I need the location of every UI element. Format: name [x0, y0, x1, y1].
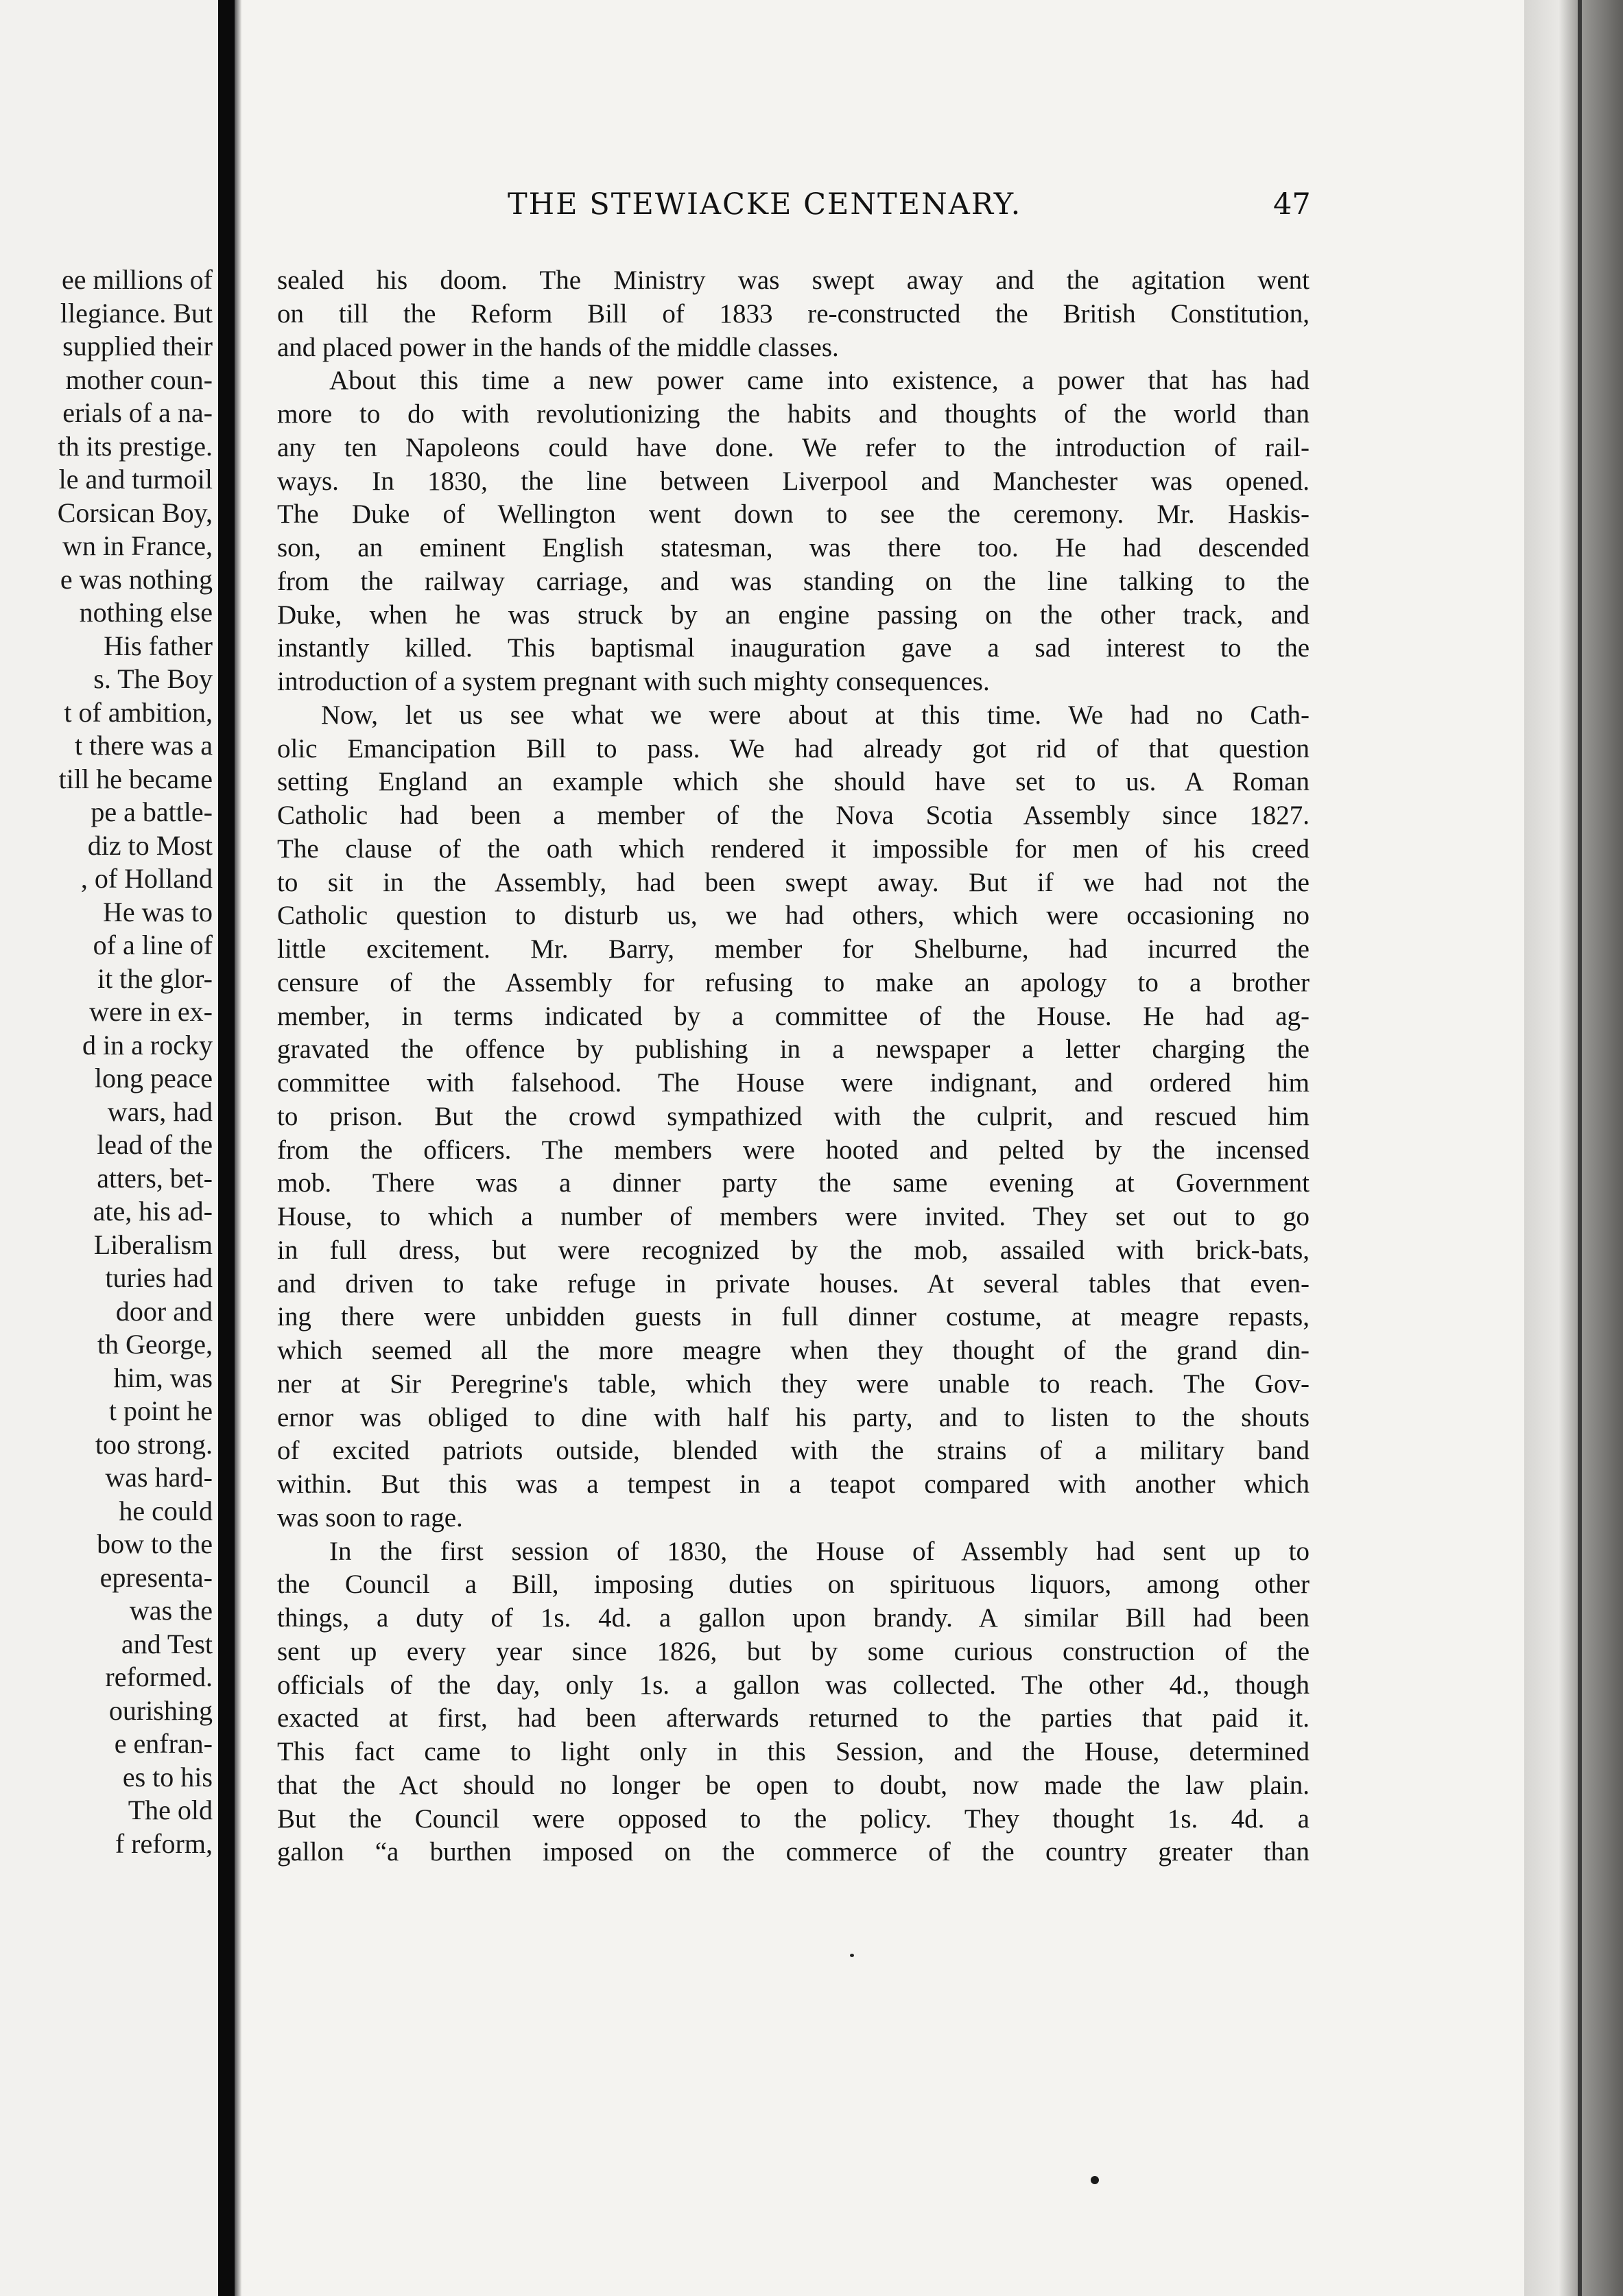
left-text-line: nothing else	[79, 597, 213, 628]
text-line: sealed his doom. The Ministry was swept away and the agitation went	[277, 265, 1310, 295]
left-text-line: th George,	[97, 1329, 213, 1360]
left-text-line: th its prestige.	[58, 430, 213, 462]
text-line: little excitement. Mr. Barry, member for Shelburne, had incurred the	[277, 934, 1310, 964]
left-text-line: wars, had	[107, 1096, 213, 1127]
text-line: which seemed all the more meagre when they thought of the grand din-	[277, 1336, 1310, 1365]
ink-speck	[850, 1954, 854, 1957]
text-line: son, an eminent English statesman, was there too. He had descended	[277, 533, 1310, 563]
text-line: Duke, when he was struck by an engine passing on the other track, and	[277, 600, 1310, 630]
text-line: introduction of a system pregnant with such mighty consequences.	[277, 667, 990, 696]
left-text-line: too strong.	[95, 1428, 213, 1460]
text-line: exacted at first, had been afterwards returned to the parties that paid it.	[277, 1703, 1310, 1733]
text-line: was soon to rage.	[277, 1502, 463, 1532]
text-line: ing there were unbidden guests in full dinner costume, at meagre repasts,	[277, 1302, 1310, 1332]
text-line: any ten Napoleons could have done. We refer to the introduction of rail-	[277, 432, 1310, 462]
left-page-text	[0, 263, 213, 1860]
text-line: setting England an example which she should have set to us. A Roman	[277, 767, 1310, 797]
left-text-line: d in a rocky	[82, 1029, 213, 1061]
left-text-line: ate, his ad-	[93, 1196, 213, 1227]
text-line: from the officers. The members were hooted and pelted by the incensed	[277, 1135, 1310, 1165]
left-text-line: bow to the	[97, 1528, 213, 1559]
left-text-line: le and turmoil	[58, 464, 213, 495]
text-line: House, to which a number of members were invited. They set out to go	[277, 1202, 1310, 1231]
left-text-line: llegiance. But	[60, 297, 213, 329]
text-line: and placed power in the hands of the middle classes.	[277, 332, 839, 362]
text-line: Catholic question to disturb us, we had others, which were occasioning no	[277, 901, 1310, 931]
left-text-line: , of Holland	[80, 863, 213, 894]
text-line: gallon “a burthen imposed on the commerce of the country greater than	[277, 1837, 1310, 1867]
left-text-line: He was to	[103, 896, 213, 927]
left-text-line: he could	[119, 1495, 213, 1526]
text-line: Catholic had been a member of the Nova Scotia Assembly since 1827.	[277, 801, 1310, 830]
text-line: of excited patriots outside, blended with the strains of a military band	[277, 1436, 1310, 1466]
left-text-line: ee millions of	[62, 264, 213, 295]
left-text-line: Liberalism	[93, 1229, 213, 1260]
left-text-line: His father	[104, 630, 213, 661]
left-text-line: turies had	[105, 1262, 213, 1293]
text-line: The Duke of Wellington went down to see the ceremony. Mr. Haskis-	[277, 499, 1310, 530]
left-facing-page	[0, 0, 218, 2296]
left-text-line: e was nothing	[60, 563, 213, 595]
left-text-line: diz to Most	[87, 829, 213, 861]
page-stack-edge	[1524, 0, 1623, 2296]
left-text-line: pe a battle-	[91, 796, 213, 827]
text-line: committee with falsehood. The House were indignant, and ordered him	[277, 1068, 1310, 1098]
left-text-line: f reform,	[115, 1827, 213, 1859]
left-text-line: of a line of	[93, 930, 213, 960]
left-text-line: supplied their	[62, 331, 213, 362]
text-line: that the Act should no longer be open to doubt, now made the law plain.	[277, 1770, 1310, 1800]
text-line: ner at Sir Peregrine's table, which they were unable to reach. The Gov-	[277, 1369, 1310, 1399]
text-line: In the first session of 1830, the House of Assembly had sent up to	[329, 1536, 1310, 1566]
left-text-line: door and	[115, 1295, 213, 1327]
left-text-line: atters, bet-	[97, 1162, 213, 1194]
left-text-line: were in ex-	[89, 996, 213, 1027]
left-text-line: till he became	[58, 763, 213, 794]
text-line: member, in terms indicated by a committee of the House. He had ag-	[277, 1001, 1310, 1031]
left-text-line: him, was	[113, 1362, 213, 1393]
text-line: officials of the day, only 1s. a gallon was collected. The other 4d., though	[277, 1670, 1310, 1700]
left-text-line: es to his	[122, 1761, 213, 1792]
left-text-line: was the	[129, 1595, 213, 1626]
text-line: sent up every year since 1826, but by some curious construction of the	[277, 1636, 1310, 1666]
text-line: mob. There was a dinner party the same evening at Government	[277, 1168, 1310, 1198]
body-text	[277, 264, 1310, 1869]
gutter-shadow	[235, 0, 241, 2296]
text-line: About this time a new power came into existence, a power that has had	[329, 366, 1310, 396]
left-text-line: epresenta-	[99, 1561, 213, 1593]
text-line: from the railway carriage, and was standing on the line talking to the	[277, 566, 1310, 596]
left-text-line: t there was a	[74, 730, 213, 761]
left-text-line: t point he	[108, 1395, 213, 1426]
left-text-line: mother coun-	[65, 364, 213, 395]
left-text-line: Corsican Boy,	[57, 497, 213, 528]
text-line: censure of the Assembly for refusing to make an apology to a brother	[277, 967, 1310, 997]
text-line: within. But this was a tempest in a teapot compared with another which	[277, 1469, 1310, 1499]
text-line: on till the Reform Bill of 1833 re-constructed the British Constitution,	[277, 298, 1310, 329]
text-line: Now, let us see what we were about at this time. We had no Cath-	[321, 700, 1310, 730]
text-line: the Council a Bill, imposing duties on spirituous liquors, among other	[277, 1570, 1310, 1600]
text-line: olic Emancipation Bill to pass. We had already got rid of that question	[277, 733, 1310, 764]
text-line: But the Council were opposed to the policy. They thought 1s. 4d. a	[277, 1803, 1310, 1834]
text-line: more to do with revolutionizing the habits and thoughts of the world than	[277, 399, 1310, 429]
text-line: and driven to take refuge in private houses. At several tables that even-	[277, 1268, 1310, 1299]
left-text-line: long peace	[94, 1063, 213, 1093]
left-text-line: reformed.	[105, 1661, 213, 1692]
page-edge-shadow	[1578, 0, 1582, 2296]
ink-speck	[1091, 2176, 1099, 2184]
left-text-line: lead of the	[97, 1129, 213, 1160]
left-text-line: wn in France,	[62, 530, 213, 561]
text-line: ernor was obliged to dine with half his party, and to listen to the shouts	[277, 1402, 1310, 1432]
text-line: to prison. But the crowd sympathized with the culprit, and rescued him	[277, 1101, 1310, 1131]
left-text-line: was hard-	[105, 1462, 213, 1493]
text-line: things, a duty of 1s. 4d. a gallon upon brandy. A similar Bill had been	[277, 1603, 1310, 1633]
text-line: gravated the offence by publishing in a newspaper a letter charging the	[277, 1034, 1310, 1065]
text-line: instantly killed. This baptismal inauguration gave a sad interest to the	[277, 633, 1310, 663]
running-title: THE STEWIACKE CENTENARY.	[508, 187, 1022, 222]
text-line: in full dress, but were recognized by the mob, assailed with brick-bats,	[277, 1235, 1310, 1265]
text-line: This fact came to light only in this Session, and the House, determined	[277, 1737, 1310, 1766]
text-line: The clause of the oath which rendered it impossible for men of his creed	[277, 833, 1310, 864]
page-number: 47	[1273, 187, 1311, 222]
text-line: ways. In 1830, the line between Liverpool and Manchester was opened.	[277, 466, 1310, 496]
left-text-line: e enfran-	[114, 1728, 213, 1759]
binding-gutter	[218, 0, 235, 2296]
left-text-line: erials of a na-	[62, 397, 213, 428]
left-text-line: it the glor-	[97, 962, 213, 994]
left-text-line: t of ambition,	[64, 696, 213, 728]
left-text-line: and Test	[121, 1628, 213, 1659]
left-text-line: s. The Boy	[93, 663, 213, 694]
left-text-line: The old	[128, 1795, 213, 1825]
text-line: to sit in the Assembly, had been swept away. But if we had not the	[277, 867, 1310, 897]
left-text-line: ourishing	[108, 1694, 213, 1726]
